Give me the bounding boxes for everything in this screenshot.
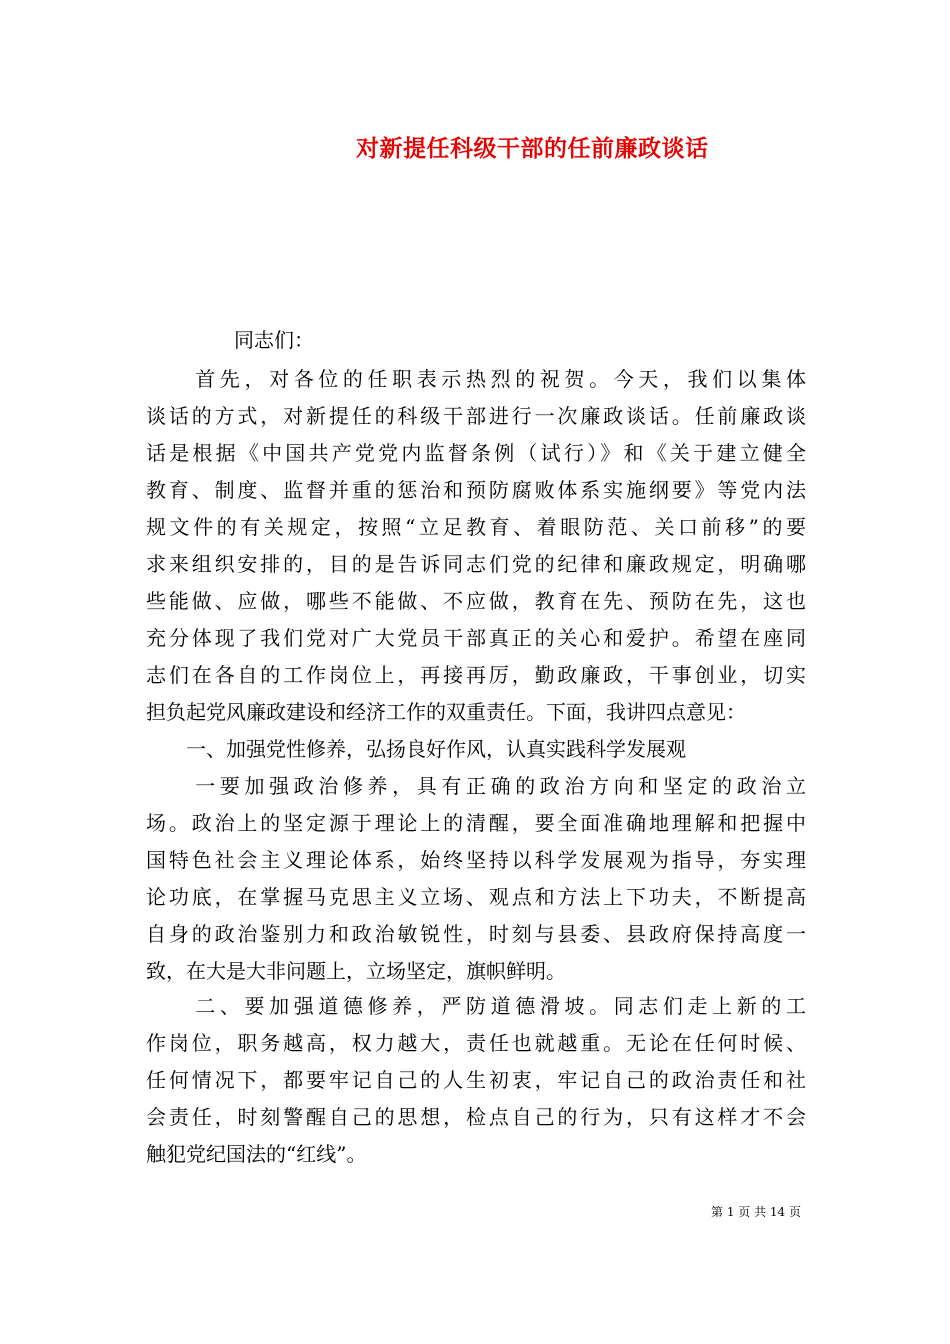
paragraph-line: 自身的政治鉴别力和政治敏锐性，时刻与县委、县政府保持高度一 [146, 922, 806, 946]
paragraph-line: 志们在各自的工作岗位上，再接再厉，勤政廉政，干事创业，切实 [146, 663, 806, 687]
paragraph-line: 些能做、应做，哪些不能做、不应做，教育在先、预防在先，这也 [146, 589, 806, 613]
section-heading-text: 一、加强党性修养，弘扬良好作风，认真实践科学发展观 [146, 737, 686, 761]
paragraph-line: 二、要加强道德修养，严防道德滑坡。同志们走上新的工 [146, 994, 806, 1018]
paragraph-3 [146, 988, 806, 1173]
paragraph-line: 致，在大是大非问题上，立场坚定，旗帜鲜明。 [146, 959, 566, 983]
paragraph-line: 谈话的方式，对新提任的科级干部进行一次廉政谈话。任前廉政谈 [146, 404, 806, 428]
document-title: 对新提任科级干部的任前廉政谈话 [356, 135, 709, 162]
greeting: 同志们： [234, 328, 314, 352]
paragraph-line: 一要加强政治修养，具有正确的政治方向和坚定的政治立 [146, 774, 806, 798]
paragraph-line: 会责任，时刻警醒自己的思想，检点自己的行为，只有这样才不会 [146, 1105, 806, 1129]
paragraph-line: 教育、制度、监督并重的惩治和预防腐败体系实施纲要》等党内法 [146, 478, 806, 502]
paragraph-line: 充分体现了我们党对广大党员干部真正的关心和爱护。希望在座同 [146, 626, 806, 650]
paragraph-line: 作岗位，职务越高，权力越大，责任也就越重。无论在任何时候、 [146, 1031, 806, 1055]
section-heading-1 [146, 731, 806, 768]
paragraph-line: 担负起党风廉政建设和经济工作的双重责任。下面，我讲四点意见： [146, 700, 746, 724]
paragraph-line: 话是根据《中国共产党党内监督条例（试行）》和《关于建立健全 [146, 441, 806, 465]
paragraph-1 [146, 361, 806, 731]
page-number-footer: 第 1 页 共 14 页 [711, 1205, 801, 1219]
paragraph-line: 论功底，在掌握马克思主义立场、观点和方法上下功夫，不断提高 [146, 885, 806, 909]
paragraph-line: 规文件的有关规定，按照“立足教育、着眼防范、关口前移”的要 [146, 515, 806, 539]
paragraph-2 [146, 768, 806, 990]
paragraph-line: 首先，对各位的任职表示热烈的祝贺。今天，我们以集体 [146, 367, 806, 391]
paragraph-line: 场。政治上的坚定源于理论上的清醒，要全面准确地理解和把握中 [146, 811, 806, 835]
paragraph-line: 求来组织安排的，目的是告诉同志们党的纪律和廉政规定，明确哪 [146, 552, 806, 576]
paragraph-line: 触犯党纪国法的“红线”。 [146, 1142, 367, 1166]
paragraph-line: 任何情况下，都要牢记自己的人生初衷，牢记自己的政治责任和社 [146, 1068, 806, 1092]
paragraph-line: 国特色社会主义理论体系，始终坚持以科学发展观为指导，夯实理 [146, 848, 806, 872]
